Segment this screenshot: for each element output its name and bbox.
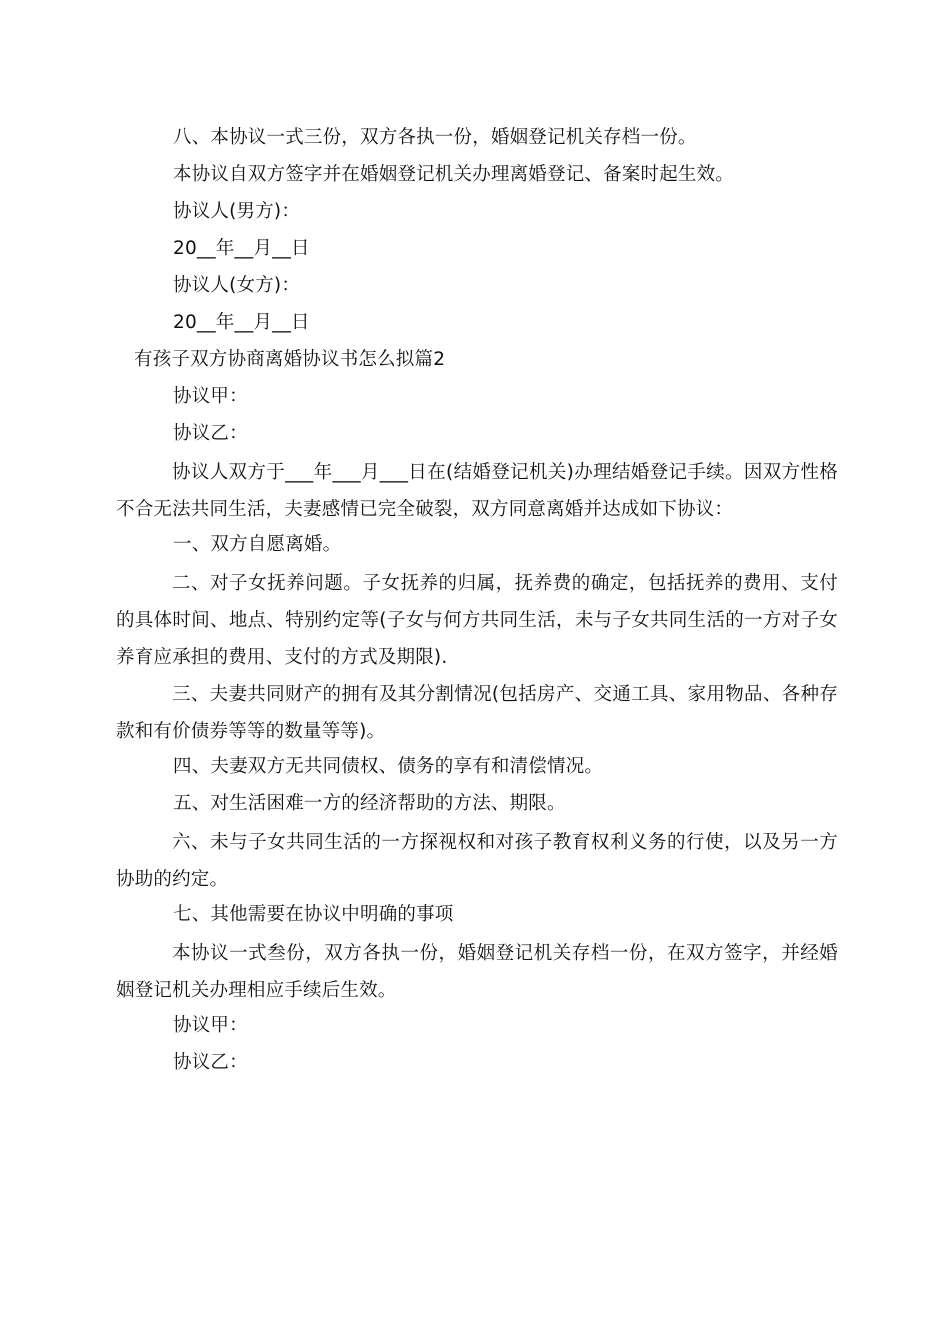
signatory-female: 协议人(女方)： [173,275,301,296]
clause-one: 一、双方自愿离婚。 [173,534,342,555]
intro-paragraph: 协议人双方于___年___月___日在(结婚登记机关)办理结婚登记手续。因双方性格不合无法共同生活，夫妻感情已完全破裂，双方同意离婚并达成如下协议： [116,462,838,520]
party-b-signature: 协议乙： [173,1052,248,1073]
party-a-label: 协议甲： [173,386,248,407]
clause-two: 二、对子女抚养问题。子女抚养的归属，抚养费的确定，包括抚养的费用、支付的具体时间、地点、特别约定等(子女与何方共同生活，未与子女共同生活的一方对子女养育应承担的费用、支付的方式及期限). [116,573,838,668]
party-b-label: 协议乙： [173,423,248,444]
effective-clause: 本协议自双方签字并在婚姻登记机关办理离婚登记、备案时起生效。 [173,164,735,185]
clause-four: 四、夫妻双方无共同债权、债务的享有和清偿情况。 [173,756,604,777]
section-title: 有孩子双方协商离婚协议书怎么拟篇2 [134,349,446,370]
clause-seven: 七、其他需要在协议中明确的事项 [173,904,454,925]
signatory-male: 协议人(男方)： [173,201,301,222]
clause-six: 六、未与子女共同生活的一方探视权和对孩子教育权利义务的行使，以及另一方协助的约定。 [116,832,838,890]
clause-five: 五、对生活困难一方的经济帮助的方法、期限。 [173,793,566,814]
date-female: 20__年__月__日 [173,312,310,333]
date-male: 20__年__月__日 [173,238,310,259]
copies-clause: 本协议一式叁份，双方各执一份，婚姻登记机关存档一份，在双方签字，并经婚姻登记机关办理相应手续后生效。 [116,943,838,1001]
clause-three: 三、夫妻共同财产的拥有及其分割情况(包括房产、交通工具、家用物品、各种存款和有价债券等等的数量等等)。 [116,684,838,742]
clause-eight: 八、本协议一式三份，双方各执一份，婚姻登记机关存档一份。 [173,127,697,148]
party-a-signature: 协议甲： [173,1015,248,1036]
